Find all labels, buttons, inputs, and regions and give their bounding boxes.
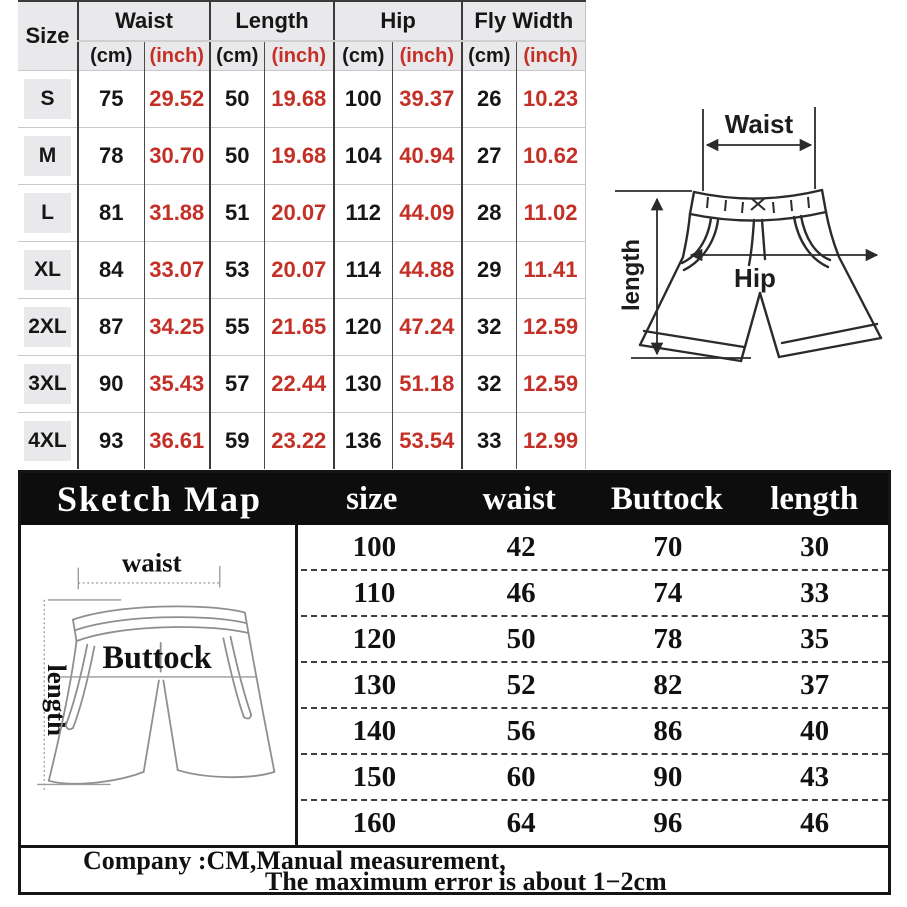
buttock-value: 96 <box>653 806 683 839</box>
length-cm: 57 <box>210 356 264 413</box>
shorts-sketch <box>21 525 295 845</box>
length-label: length <box>618 239 645 311</box>
length-value: 33 <box>800 576 830 609</box>
size-label: 2XL <box>24 307 71 347</box>
length-value: 46 <box>800 806 830 839</box>
measurement-note <box>21 845 888 896</box>
waist-inch: 34.25 <box>144 299 210 356</box>
unit-header-row <box>18 41 585 71</box>
waist-inch: 30.70 <box>144 128 210 185</box>
table-row <box>18 128 585 185</box>
pocket <box>231 637 252 715</box>
pocket <box>801 216 830 260</box>
waist-inch: 29.52 <box>144 71 210 128</box>
hip-cm: 120 <box>334 299 392 356</box>
length-inch: 22.44 <box>264 356 334 413</box>
length-value: 35 <box>800 622 830 655</box>
hip-inch: 44.88 <box>392 242 462 299</box>
waist-group-header: Waist <box>78 1 210 41</box>
hem-cuff <box>644 331 744 347</box>
fly-cm: 32 <box>462 299 516 356</box>
waist-label: Waist <box>724 109 794 139</box>
drawstring <box>749 220 754 265</box>
length-value: 40 <box>800 714 830 747</box>
waist-cm: 75 <box>78 71 144 128</box>
waist-value: 60 <box>506 760 536 793</box>
fly-cm: 26 <box>462 71 516 128</box>
waist-cm: 84 <box>78 242 144 299</box>
waist-cm: 90 <box>78 356 144 413</box>
hem-cuff <box>782 324 877 343</box>
waist-inch: 33.07 <box>144 242 210 299</box>
waist-value: 56 <box>506 714 536 747</box>
size-value: 130 <box>352 668 397 701</box>
hip-inch: 40.94 <box>392 128 462 185</box>
size-label: M <box>24 136 71 176</box>
shorts-measurement-diagram <box>595 95 900 395</box>
length-label: length <box>41 664 72 737</box>
shorts-outline <box>49 606 275 783</box>
waist-inch: 31.88 <box>144 185 210 242</box>
unit-cm: (cm) <box>210 41 264 71</box>
note-line-1: Company :CM,Manual measurement, <box>83 846 506 875</box>
waist-value: 50 <box>506 622 536 655</box>
kids-size-table <box>301 525 888 845</box>
fly-cm: 28 <box>462 185 516 242</box>
table-row <box>18 413 585 470</box>
length-cm: 50 <box>210 71 264 128</box>
length-value: 37 <box>800 668 830 701</box>
hip-inch: 47.24 <box>392 299 462 356</box>
size-value: 160 <box>352 806 397 839</box>
fly-inch: 12.59 <box>516 356 585 413</box>
fly-inch: 10.23 <box>516 71 585 128</box>
fly-inch: 12.99 <box>516 413 585 470</box>
table-row <box>301 525 888 571</box>
unit-inch: (inch) <box>392 41 462 71</box>
col-header-buttock: Buttock <box>610 480 723 517</box>
hip-cm: 130 <box>334 356 392 413</box>
length-cm: 53 <box>210 242 264 299</box>
table-row <box>301 617 888 663</box>
length-inch: 21.65 <box>264 299 334 356</box>
panel-header <box>21 473 888 525</box>
fly-cm: 29 <box>462 242 516 299</box>
unit-inch: (inch) <box>264 41 334 71</box>
hip-cm: 112 <box>334 185 392 242</box>
fly-inch: 11.41 <box>516 242 585 299</box>
fly-inch: 11.02 <box>516 185 585 242</box>
waist-cm: 93 <box>78 413 144 470</box>
buttock-value: 74 <box>653 576 683 609</box>
hip-cm: 114 <box>334 242 392 299</box>
buttock-value: 78 <box>653 622 683 655</box>
col-header-size: size <box>346 480 398 517</box>
size-label: L <box>24 193 71 233</box>
waist-inch: 36.61 <box>144 413 210 470</box>
table-row <box>18 185 585 242</box>
column-headers <box>298 481 888 518</box>
length-value: 43 <box>800 760 830 793</box>
buttock-value: 70 <box>653 530 683 563</box>
fly-inch: 12.59 <box>516 299 585 356</box>
note-line-2: The maximum error is about 1−2cm <box>265 867 667 896</box>
length-cm: 51 <box>210 185 264 242</box>
waist-value: 64 <box>506 806 536 839</box>
size-chart-table <box>18 0 586 469</box>
table-row <box>18 356 585 413</box>
waist-value: 42 <box>506 530 536 563</box>
unit-inch: (inch) <box>144 41 210 71</box>
waist-label: waist <box>121 547 182 578</box>
flywidth-group-header: Fly Width <box>462 1 585 41</box>
waist-inch: 35.43 <box>144 356 210 413</box>
buttock-value: 90 <box>653 760 683 793</box>
size-label: XL <box>24 250 71 290</box>
table-row <box>301 709 888 755</box>
sketch-map-title: Sketch Map <box>56 479 262 519</box>
hip-cm: 104 <box>334 128 392 185</box>
buttock-value: 82 <box>653 668 683 701</box>
unit-inch: (inch) <box>516 41 585 71</box>
size-label: 4XL <box>24 421 71 461</box>
length-inch: 19.68 <box>264 128 334 185</box>
unit-cm: (cm) <box>334 41 392 71</box>
waist-cm: 87 <box>78 299 144 356</box>
sketch-area <box>21 525 298 845</box>
buttock-label: Buttock <box>102 638 212 675</box>
hip-inch: 39.37 <box>392 71 462 128</box>
fly-cm: 27 <box>462 128 516 185</box>
hip-cm: 100 <box>334 71 392 128</box>
waist-cm: 78 <box>78 128 144 185</box>
length-group-header: Length <box>210 1 334 41</box>
unit-cm: (cm) <box>462 41 516 71</box>
fly-inch: 10.62 <box>516 128 585 185</box>
unit-cm: (cm) <box>78 41 144 71</box>
hip-inch: 53.54 <box>392 413 462 470</box>
hip-inch: 44.09 <box>392 185 462 242</box>
table-row <box>301 571 888 617</box>
sketch-map-panel <box>18 470 891 895</box>
size-label: S <box>24 79 71 119</box>
col-header-length: length <box>770 480 859 517</box>
length-inch: 19.68 <box>264 71 334 128</box>
hip-inch: 51.18 <box>392 356 462 413</box>
size-value: 140 <box>352 714 397 747</box>
table-row <box>301 755 888 801</box>
length-cm: 55 <box>210 299 264 356</box>
size-label: 3XL <box>24 364 71 404</box>
length-cm: 50 <box>210 128 264 185</box>
hip-group-header: Hip <box>334 1 462 41</box>
fly-cm: 33 <box>462 413 516 470</box>
table-row <box>301 801 888 845</box>
table-row <box>18 242 585 299</box>
size-value: 110 <box>353 576 396 609</box>
fly-cm: 32 <box>462 356 516 413</box>
table-row <box>18 71 585 128</box>
size-value: 120 <box>352 622 397 655</box>
size-value: 100 <box>352 530 397 563</box>
col-header-waist: waist <box>482 480 556 517</box>
size-column-header: Size <box>18 1 78 71</box>
table-row <box>18 299 585 356</box>
size-value: 150 <box>352 760 397 793</box>
length-cm: 59 <box>210 413 264 470</box>
length-value: 30 <box>800 530 830 563</box>
length-inch: 20.07 <box>264 185 334 242</box>
table-row <box>301 663 888 709</box>
drawstring <box>762 220 765 259</box>
waist-value: 46 <box>506 576 536 609</box>
hip-label: Hip <box>734 263 776 293</box>
length-inch: 20.07 <box>264 242 334 299</box>
hip-cm: 136 <box>334 413 392 470</box>
buttock-value: 86 <box>653 714 683 747</box>
length-inch: 23.22 <box>264 413 334 470</box>
group-header-row <box>18 1 585 41</box>
waist-cm: 81 <box>78 185 144 242</box>
waist-value: 52 <box>506 668 536 701</box>
